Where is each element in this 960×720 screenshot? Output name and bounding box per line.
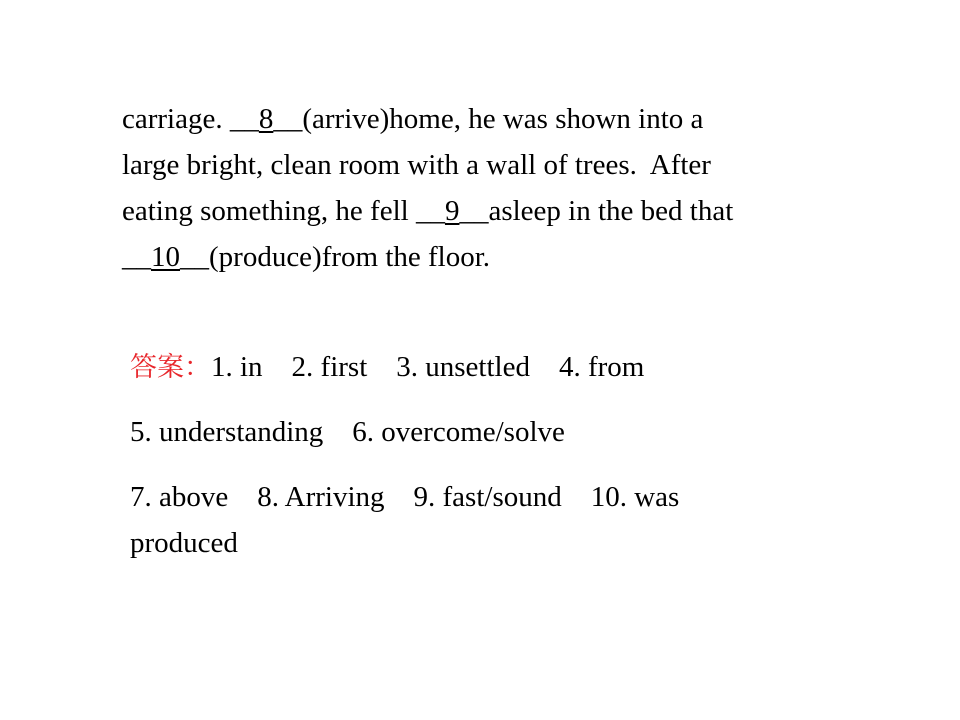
passage-line-3 [122, 188, 822, 234]
answer-row-1 [130, 343, 830, 408]
blank-number: 8 [258, 103, 274, 135]
blank-pad: __ [459, 195, 489, 227]
passage-text: eating something, he fell [122, 195, 416, 227]
answer-label: 答案： [130, 352, 211, 383]
answer-row-2: 5. understanding 6. overcome/solve [130, 416, 565, 448]
blank-number: 10 [151, 241, 180, 273]
blank-8 [230, 103, 303, 135]
passage-line-4 [122, 234, 822, 280]
passage-line-1 [122, 96, 822, 142]
blank-pad: __ [273, 103, 303, 135]
answer-key [130, 343, 830, 584]
blank-9 [416, 195, 489, 227]
passage-line-2: large bright, clean room with a wall of trees. After [122, 149, 711, 181]
cloze-passage [122, 96, 822, 280]
passage-text: asleep in the bed that [488, 195, 734, 227]
answer-row-3: 7. above 8. Arriving 9. fast/sound 10. was [130, 481, 680, 513]
blank-number: 9 [444, 195, 460, 227]
blank-pad: __ [180, 241, 209, 273]
blank-pad: __ [229, 103, 259, 135]
blank-pad: __ [122, 241, 151, 273]
answer-items: 1. in 2. first 3. unsettled 4. from [211, 351, 645, 383]
passage-text: (arrive)home, he was shown into a [302, 103, 704, 135]
passage-text: (produce)from the floor. [209, 241, 491, 273]
answer-row-4: produced [130, 527, 238, 559]
passage-text: carriage. [122, 103, 230, 135]
blank-pad: __ [415, 195, 445, 227]
blank-10 [122, 241, 209, 273]
